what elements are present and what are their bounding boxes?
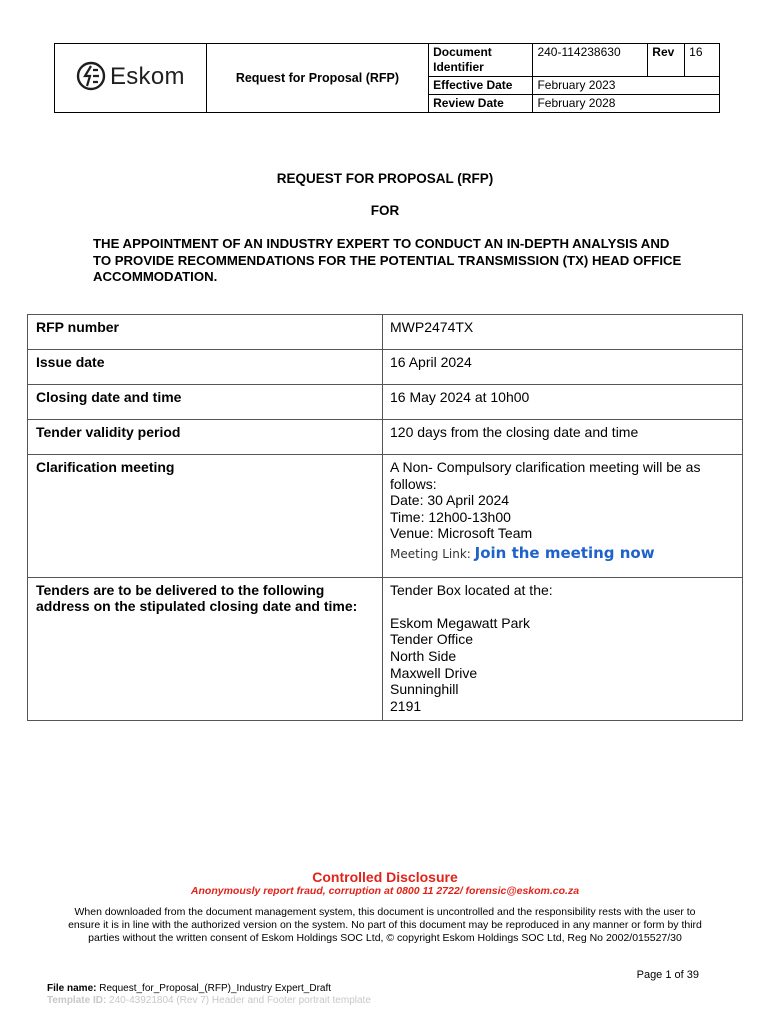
review-date-value: February 2028	[533, 95, 720, 113]
appointment-title: THE APPOINTMENT OF AN INDUSTRY EXPERT TO CONDUCT AN IN-DEPTH ANALYSIS AND TO PROVIDE RECOMMENDATIONS FOR THE POTENTIAL TRANSMISSION (TX) HEAD OFFICE ACCOMMODATION.	[93, 236, 682, 284]
meeting-link-label: Meeting Link:	[390, 546, 475, 561]
controlled-disclosure: Controlled Disclosure	[312, 869, 458, 885]
eskom-logo	[76, 61, 185, 91]
table-row	[28, 315, 743, 350]
table-row	[28, 385, 743, 420]
closing-date-value: 16 May 2024 at 10h00	[383, 385, 743, 420]
file-name	[47, 983, 331, 994]
file-name-label: File name:	[47, 983, 97, 994]
effective-date-value: February 2023	[533, 77, 720, 95]
rev-value: 16	[685, 44, 720, 77]
document-title-for: FOR	[370, 203, 400, 218]
issue-date-label: Issue date	[28, 350, 383, 385]
logo-text: Eskom	[109, 62, 185, 90]
address-line: Maxwell Drive	[390, 664, 478, 681]
clarification-label: Clarification meeting	[28, 455, 383, 578]
address-line: North Side	[390, 647, 457, 664]
template-id-value: 240-43921804 (Rev 7) Header and Footer portrait template	[106, 995, 371, 1006]
delivery-value	[383, 577, 743, 721]
template-id-label: Template ID:	[47, 995, 107, 1006]
validity-value: 120 days from the closing date and time	[383, 420, 743, 455]
delivery-label: Tenders are to be delivered to the following address on the stipulated closing date and time:	[28, 577, 383, 721]
rfp-number-label: RFP number	[28, 315, 383, 350]
document-title: REQUEST FOR PROPOSAL (RFP)	[276, 171, 494, 186]
document-header	[54, 43, 720, 113]
delivery-intro: Tender Box located at the:	[390, 581, 553, 598]
clarification-time: Time: 12h00-13h00	[390, 508, 511, 525]
issue-date-value: 16 April 2024	[383, 350, 743, 385]
clarification-venue: Venue: Microsoft Team	[390, 525, 533, 542]
header-title: Request for Proposal (RFP)	[206, 44, 428, 113]
table-row	[28, 350, 743, 385]
closing-date-label: Closing date and time	[28, 385, 383, 420]
meeting-link-row	[390, 545, 734, 563]
effective-date-label: Effective Date	[429, 77, 533, 95]
page-number: Page 1 of 39	[636, 969, 699, 981]
validity-label: Tender validity period	[28, 420, 383, 455]
review-date-label: Review Date	[429, 95, 533, 113]
eskom-logo-icon	[76, 61, 106, 91]
file-name-value: Request_for_Proposal_(RFP)_Industry Expert_Draft	[96, 983, 332, 994]
join-meeting-link[interactable]: Join the meeting now	[474, 543, 655, 562]
rfp-number-value: MWP2474TX	[383, 315, 743, 350]
fraud-notice: Anonymously report fraud, corruption at 0800 11 2722/ forensic@eskom.co.za	[190, 885, 580, 897]
address-line: Eskom Megawatt Park	[390, 614, 531, 631]
table-row	[28, 420, 743, 455]
disclaimer-text: When downloaded from the document management system, this document is uncontrolled and the responsibility rests with the user to ensure it is in line with the authorized version on the system. No part of this document may be reproduced in any manner or form by third parties without the written consent of Eskom Holdings SOC Ltd, © copyright Eskom Holdings SOC Ltd, Reg No 2002/015527/30	[68, 906, 702, 944]
doc-id-label: Document Identifier	[429, 44, 533, 77]
clarification-intro: A Non- Compulsory clarification meeting will be as follows:	[390, 459, 701, 492]
clarification-date: Date: 30 April 2024	[390, 492, 510, 509]
address-line: Sunninghill	[390, 681, 459, 698]
rfp-details-table	[27, 314, 743, 721]
doc-id-value: 240-114238630	[533, 44, 648, 77]
address-line: Tender Office	[390, 631, 474, 648]
logo-cell	[55, 44, 207, 113]
rev-label: Rev	[648, 44, 685, 77]
table-row	[28, 577, 743, 721]
address-line: 2191	[390, 697, 422, 714]
template-id	[47, 995, 371, 1006]
clarification-value	[383, 455, 743, 578]
table-row	[28, 455, 743, 578]
